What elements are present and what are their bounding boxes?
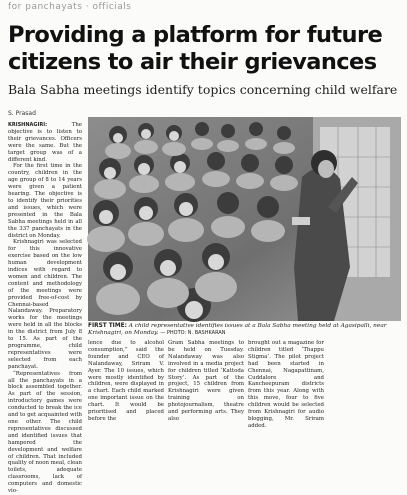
headline-line-1: Providing a platform for future — [8, 22, 383, 48]
photo-credit: — PHOTO: N. BASHKARAN — [160, 330, 226, 336]
body-column-1 — [8, 122, 82, 495]
bleed-text: for panchayats · officials — [8, 2, 132, 12]
photo-caption — [88, 323, 401, 337]
paragraph: For the first time in the country, children in the age group of 8 to 14 years were given a patient hearing. The objective is to identify their priorities and issues, which were presented in the Bala Sabha meetings held in all the 337 panchayats in the district on Monday. — [8, 163, 82, 239]
body-column-4 — [248, 340, 324, 434]
caption-text: A child representative identifies issues at a Bala Sabha meeting held at Agasipalli, near Krishnagiri, on Monday. — [88, 323, 387, 336]
news-photo — [88, 117, 401, 321]
headline — [8, 22, 403, 76]
paragraph: “Representatives from all the panchayats in a block assembled together. As part of the session, introductory games were conducted to break the ice and to get acquainted with one other. The child representatives discussed and identified issues that hampered the development and welfare of children. That included quality of noon meal, clean toilets, adequate classrooms, lack of computers and domestic vio- — [8, 370, 82, 495]
paragraph: Krishnagiri was selected for this innovative exercise based on the low human development indices with regard to women and children. The content and methodology of the meetings were provided free-of-cost by Chennai-based Nalandaway. Preparatory works for the meetings were held in all the blocks in the district from July 8 to 15. As part of the programme, child representatives were selected from each panchayat. — [8, 239, 82, 370]
byline: S. Prasad — [8, 110, 36, 117]
classroom-photo-illustration — [88, 117, 401, 321]
dateline: KRISHNAGIRI: — [8, 122, 48, 128]
paragraph: brought out a magazine for children titled ‘Thappu Stigma’. The pilot project had been started in Chennai, Nagapattinam, Cuddalore and Kancheepuram districts from this year. Along with this move, four to five children would be selected from Krishnagiri for audio blogging, Mr. Sriram added. — [248, 340, 324, 429]
body-column-2 — [88, 340, 164, 434]
paragraph: lence due to alcohol consumption,” said the founder and CEO of Nalandaway, Sriram V. Ayer. The 10 issues, which were mostly identified by children, were displayed in a chart. Each child marked one important issue on the chart. It would be prioritised and placed before the — [88, 340, 164, 422]
headline-line-2: citizens to air their grievances — [8, 49, 377, 75]
paragraph: Gram Sabha meetings to be held on Tuesday. Nalandaway was also involved in a media project for children titled ‘Kattoda Story’. As part of the project, 15 children from Krishnagiri were given training on photojournalism, theatre and performing arts. They also — [168, 340, 244, 422]
paragraph-text: The objective is to listen to their grievances. Officers were the same. But the target group was of a different kind. — [8, 122, 82, 163]
subheadline: Bala Sabha meetings identify topics concerning child welfare — [8, 82, 398, 97]
paragraph — [8, 122, 82, 163]
adjacent-article-bleed — [8, 0, 403, 14]
body-column-3 — [168, 340, 244, 434]
caption-lead: FIRST TIME: — [88, 323, 127, 329]
body-column-5 — [328, 340, 401, 434]
